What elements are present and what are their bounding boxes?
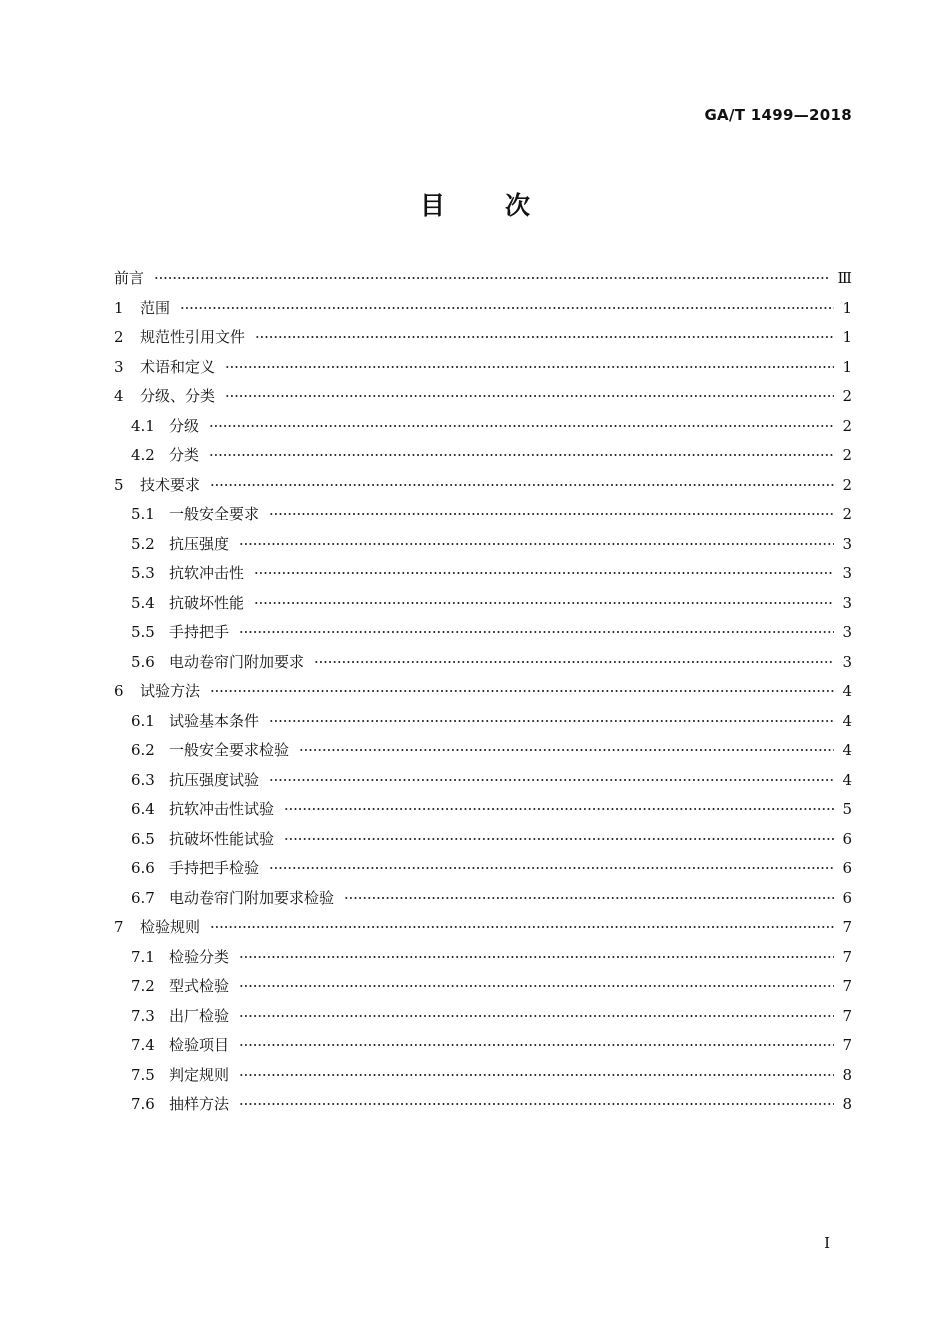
toc-entry-label: 手持把手检验	[169, 859, 260, 877]
toc-entry[interactable]	[114, 441, 852, 471]
toc-entry-page: 1	[842, 357, 852, 376]
toc-entry-label: 检验分类	[169, 947, 230, 966]
toc-entry-page: 6	[842, 888, 852, 907]
toc-entry-page: 8	[842, 1065, 852, 1084]
toc-entry-number: 6.6	[131, 859, 155, 877]
toc-leader-dots	[255, 333, 834, 341]
toc-entry-label: 判定规则	[169, 1065, 230, 1084]
toc-entry[interactable]	[114, 500, 852, 530]
toc-leader-dots	[284, 835, 834, 843]
toc-leader-dots	[269, 776, 834, 784]
toc-entry[interactable]	[114, 1090, 852, 1120]
toc-entry-number: 3	[114, 357, 124, 376]
toc-entry-number: 7.3	[131, 1006, 155, 1025]
toc-entry-page: 3	[842, 623, 852, 641]
toc-entry-label: 电动卷帘门附加要求检验	[169, 888, 335, 907]
toc-entry-label: 术语和定义	[140, 357, 216, 376]
toc-entry-label: 抽样方法	[169, 1095, 230, 1113]
toc-entry[interactable]	[114, 884, 852, 914]
toc-entry-label: 前言	[114, 269, 145, 287]
toc-entry[interactable]	[114, 795, 852, 825]
toc-entry[interactable]	[114, 677, 852, 707]
table-of-contents	[114, 264, 852, 1120]
toc-entry-number: 7.6	[131, 1095, 155, 1113]
toc-entry-label: 抗破坏性能	[169, 593, 245, 612]
toc-entry-label: 一般安全要求	[169, 505, 260, 523]
toc-entry-label: 试验基本条件	[169, 711, 260, 730]
toc-entry-page: 2	[842, 475, 852, 494]
toc-leader-dots	[209, 422, 834, 430]
toc-entry[interactable]	[114, 412, 852, 442]
toc-entry-page: 4	[842, 682, 852, 700]
toc-leader-dots	[269, 717, 834, 725]
toc-entry-page: 3	[842, 564, 852, 582]
toc-entry-label: 型式检验	[169, 977, 230, 995]
toc-entry-label: 检验规则	[140, 918, 201, 936]
toc-entry-label: 抗破坏性能试验	[169, 829, 275, 848]
toc-leader-dots	[314, 658, 834, 666]
toc-leader-dots	[210, 687, 834, 695]
page-number: I	[824, 1234, 830, 1252]
toc-entry-page: 4	[842, 770, 852, 789]
toc-entry[interactable]	[114, 559, 852, 589]
toc-entry-number: 6.2	[131, 741, 155, 759]
toc-entry[interactable]	[114, 382, 852, 412]
toc-entry[interactable]	[114, 1031, 852, 1061]
toc-leader-dots	[299, 746, 834, 754]
page-title	[0, 186, 950, 222]
toc-entry-number: 5.4	[131, 593, 155, 612]
toc-entry-number: 5.3	[131, 564, 155, 582]
toc-entry-page: 3	[842, 652, 852, 671]
toc-leader-dots	[239, 1100, 834, 1108]
toc-leader-dots	[344, 894, 834, 902]
toc-entry-number: 5	[114, 475, 124, 494]
toc-entry-number: 6.7	[131, 888, 155, 907]
toc-entry-label: 试验方法	[140, 682, 201, 700]
toc-entry-page: 4	[842, 711, 852, 730]
toc-entry-page: 7	[842, 1036, 852, 1054]
toc-entry[interactable]	[114, 707, 852, 737]
toc-entry-number: 7	[114, 918, 124, 936]
toc-leader-dots	[180, 304, 834, 312]
toc-entry-page: 2	[842, 416, 852, 435]
toc-leader-dots	[254, 599, 834, 607]
toc-entry-page: 1	[842, 328, 852, 346]
toc-entry-number: 6.5	[131, 829, 155, 848]
toc-entry-label: 分级	[169, 416, 200, 435]
toc-entry[interactable]	[114, 618, 852, 648]
toc-entry-label: 抗压强度	[169, 534, 230, 553]
toc-entry[interactable]	[114, 736, 852, 766]
toc-leader-dots	[239, 1071, 834, 1079]
toc-entry-number: 4	[114, 387, 124, 405]
toc-leader-dots	[239, 953, 834, 961]
toc-leader-dots	[254, 569, 834, 577]
toc-entry-label: 技术要求	[140, 475, 201, 494]
toc-entry-page: Ⅲ	[837, 269, 852, 287]
toc-entry[interactable]	[114, 913, 852, 943]
toc-entry-page: 5	[842, 800, 852, 818]
toc-entry[interactable]	[114, 471, 852, 501]
toc-entry[interactable]	[114, 1002, 852, 1032]
toc-entry-page: 2	[842, 505, 852, 523]
toc-entry-label: 手持把手	[169, 623, 230, 641]
toc-leader-dots	[239, 540, 834, 548]
toc-entry-label: 检验项目	[169, 1036, 230, 1054]
toc-entry-label: 出厂检验	[169, 1006, 230, 1025]
toc-leader-dots	[225, 363, 834, 371]
toc-entry[interactable]	[114, 530, 852, 560]
toc-entry-number: 5.5	[131, 623, 155, 641]
toc-leader-dots	[239, 628, 834, 636]
toc-entry-page: 7	[842, 918, 852, 936]
toc-entry-number: 7.5	[131, 1065, 155, 1084]
toc-entry-page: 4	[842, 741, 852, 759]
toc-entry-page: 6	[842, 859, 852, 877]
toc-leader-dots	[239, 982, 834, 990]
toc-entry[interactable]	[114, 1061, 852, 1091]
toc-leader-dots	[239, 1012, 834, 1020]
toc-entry-page: 3	[842, 593, 852, 612]
toc-entry-number: 7.2	[131, 977, 155, 995]
toc-leader-dots	[210, 481, 834, 489]
toc-entry-label: 抗压强度试验	[169, 770, 260, 789]
toc-entry-number: 5.6	[131, 652, 155, 671]
toc-entry[interactable]	[114, 943, 852, 973]
title-part-1: 目	[419, 191, 445, 220]
toc-entry-number: 6.4	[131, 800, 155, 818]
toc-entry[interactable]	[114, 854, 852, 884]
toc-leader-dots	[269, 510, 834, 518]
toc-entry-label: 分类	[169, 446, 200, 464]
toc-entry-page: 6	[842, 829, 852, 848]
toc-entry-number: 1	[114, 298, 124, 317]
toc-entry-label: 范围	[140, 298, 171, 317]
toc-entry-label: 抗软冲击性	[169, 564, 245, 582]
toc-entry[interactable]	[114, 323, 852, 353]
toc-entry-label: 电动卷帘门附加要求	[169, 652, 305, 671]
toc-leader-dots	[209, 451, 834, 459]
toc-entry-number: 5.1	[131, 505, 155, 523]
toc-entry[interactable]	[114, 264, 852, 294]
toc-leader-dots	[210, 923, 834, 931]
toc-leader-dots	[154, 274, 830, 282]
toc-entry-label: 一般安全要求检验	[169, 741, 290, 759]
toc-entry-number: 7.4	[131, 1036, 155, 1054]
toc-entry-number: 6.3	[131, 770, 155, 789]
toc-entry-page: 2	[842, 446, 852, 464]
toc-entry-page: 8	[842, 1095, 852, 1113]
toc-entry-number: 4.1	[131, 416, 155, 435]
toc-entry-page: 7	[842, 977, 852, 995]
toc-entry-label: 抗软冲击性试验	[169, 800, 275, 818]
title-part-2: 次	[505, 191, 531, 220]
toc-entry-page: 7	[842, 947, 852, 966]
toc-leader-dots	[225, 392, 834, 400]
toc-entry-number: 5.2	[131, 534, 155, 553]
toc-entry-number: 6	[114, 682, 124, 700]
toc-leader-dots	[269, 864, 834, 872]
toc-entry-page: 2	[842, 387, 852, 405]
toc-entry[interactable]	[114, 825, 852, 855]
toc-entry[interactable]	[114, 353, 852, 383]
toc-entry-number: 4.2	[131, 446, 155, 464]
toc-entry-page: 1	[842, 298, 852, 317]
toc-leader-dots	[284, 805, 834, 813]
toc-entry-page: 3	[842, 534, 852, 553]
toc-entry-number: 2	[114, 328, 124, 346]
toc-entry-number: 7.1	[131, 947, 155, 966]
toc-entry[interactable]	[114, 648, 852, 678]
toc-entry[interactable]	[114, 294, 852, 324]
toc-entry-label: 分级、分类	[140, 387, 216, 405]
standard-code: GA/T 1499—2018	[704, 106, 852, 124]
toc-entry-page: 7	[842, 1006, 852, 1025]
toc-entry[interactable]	[114, 972, 852, 1002]
toc-leader-dots	[239, 1041, 834, 1049]
toc-entry[interactable]	[114, 766, 852, 796]
toc-entry[interactable]	[114, 589, 852, 619]
toc-entry-number: 6.1	[131, 711, 155, 730]
toc-entry-label: 规范性引用文件	[140, 328, 246, 346]
